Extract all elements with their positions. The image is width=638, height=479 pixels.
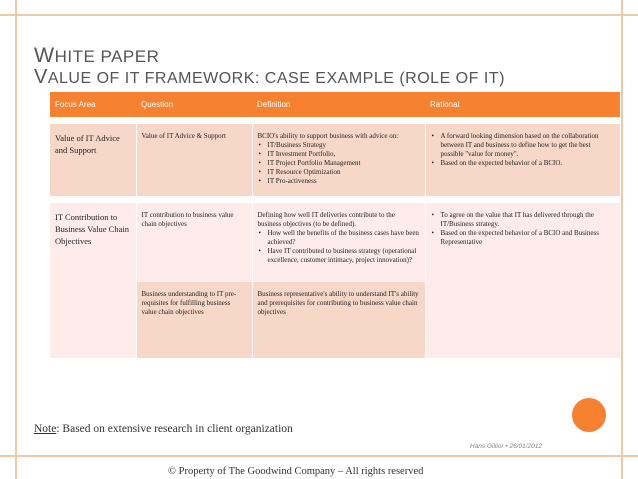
copyright-footer: © Property of The Goodwind Company – All rights reserved [168,466,424,477]
table-row [50,203,620,275]
definition-cell [252,124,425,196]
focus-area-cell: Value of IT Advice and Support [50,124,136,196]
rational-item: • Based on the expected behavior of a BCIO. [431,159,615,168]
note-label: Note [34,423,57,435]
rational-cell [425,203,620,358]
header-definition: Definition [252,92,425,117]
frame-left-line [15,0,17,479]
frame-bottom-line [0,455,638,457]
question-cell: IT contribution to business value chain objectives [136,203,252,275]
frame-top-line [0,14,638,16]
rational-list [431,132,615,168]
note-text [34,423,293,435]
definition-item: • IT Resource Optimization [258,168,420,177]
rational-item: • A forward looking dimension based on the collaboration between IT and business to define how to get the best possible "value for money". [431,132,615,159]
definition-item: • IT Pro-activeness [258,177,420,186]
focus-area-cell: IT Contribution to Business Value Chain Objectives [50,203,136,358]
note-body: : Based on extensive research in client organization [56,423,293,435]
decorative-orange-circle [572,398,606,432]
slide-subtitle: VALUE OF IT FRAMEWORK: CASE EXAMPLE (ROLE OF IT) [34,66,505,88]
definition-text: BCIO's ability to support business with advice on: [257,132,399,140]
question-cell: Value of IT Advice & Support [136,124,252,196]
definition-item: • Have IT contributed to business strategy (operational excellence, customer intimacy, project innovation)? [258,247,420,265]
header-focus-area: Focus Area [50,92,136,117]
table-header-row [50,92,620,117]
rational-item: • Based on the expected behavior of a BCIO and Business Representative [431,229,615,247]
author-date-line: Hans Gillior • 26/01/2012 [470,443,543,450]
definition-cell: Business representative's ability to understand IT's ability and prerequisites for contributing to business value chain objectives [252,282,425,358]
table-row [50,124,620,196]
definition-text: Defining how well IT deliveries contribute to the business objectives (to be defined). [257,211,395,228]
definition-list [258,141,420,186]
definition-item: • IT Investment Portfolio, [258,150,420,159]
rational-cell [425,124,620,196]
definition-item: • How well the benefits of the business cases have been achieved? [258,229,420,247]
rational-list [431,211,615,247]
question-cell: Business understanding to IT pre-requisites for fulfilling business value chain objectives [136,282,252,358]
slide-title: WHITE PAPER [34,43,160,67]
definition-item: • IT Project Portfolio Management [258,159,420,168]
definition-cell [252,203,425,275]
frame-right-line [621,0,623,479]
header-question: Question [136,92,252,117]
definition-list [258,229,420,265]
definition-item: • IT/Business Strategy [258,141,420,150]
framework-table [50,92,621,358]
rational-item: • To agree on the value that IT has delivered through the IT/Business strategy. [431,211,615,229]
header-rational: Rational [425,92,620,117]
